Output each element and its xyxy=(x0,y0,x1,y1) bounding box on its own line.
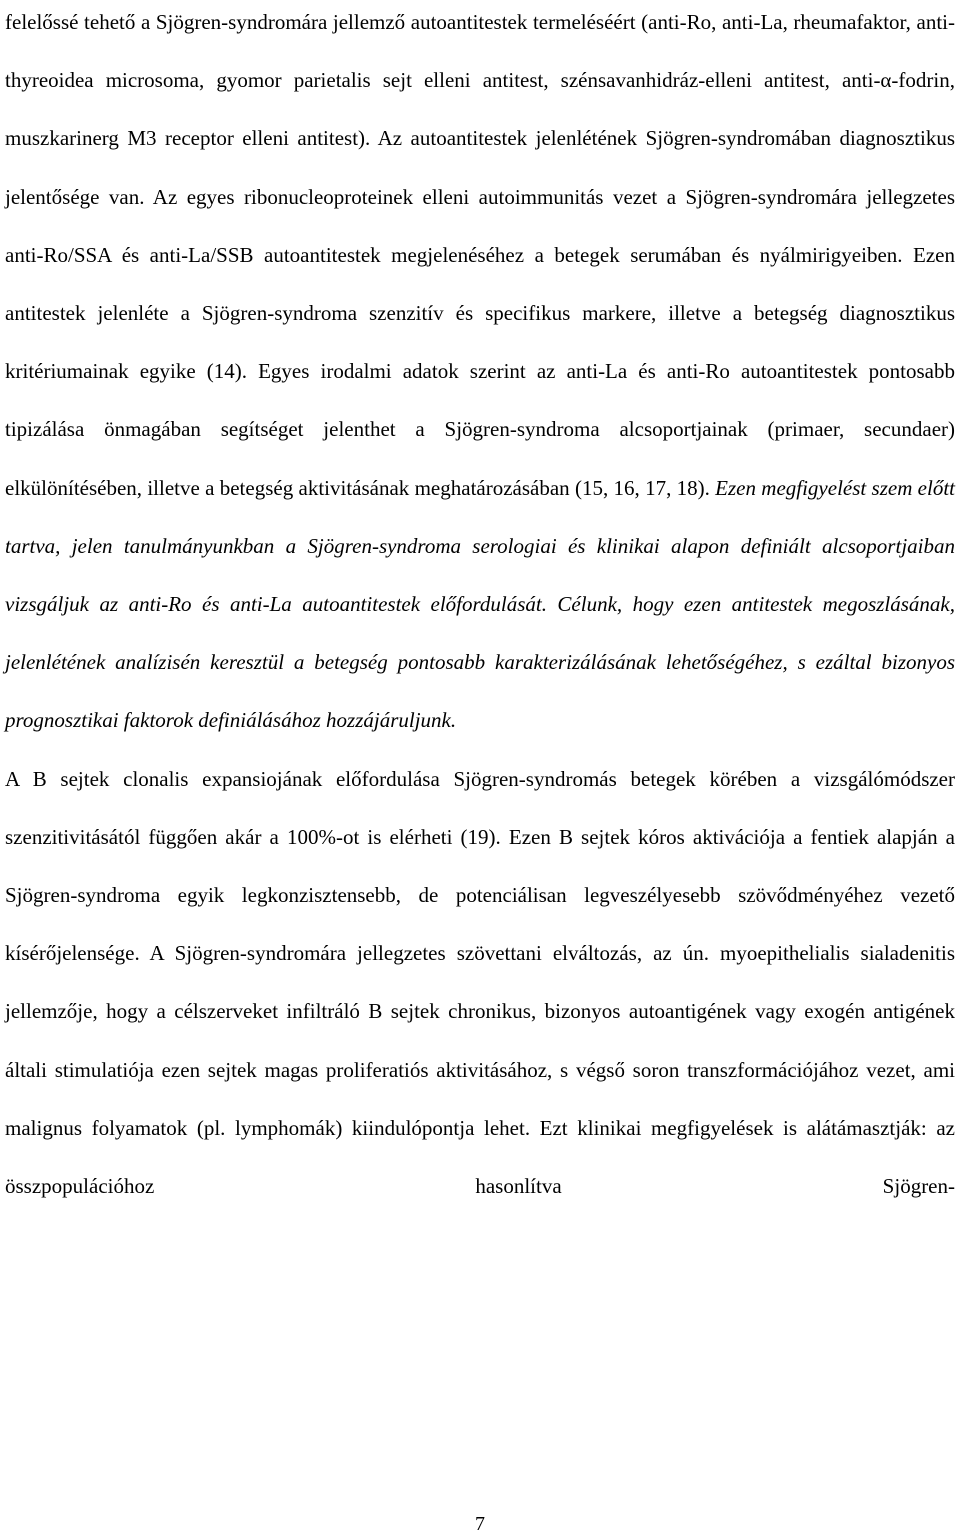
page-number: 7 xyxy=(475,1513,485,1535)
paragraph-1 xyxy=(5,0,955,750)
body-text xyxy=(5,0,955,1215)
paragraph-2: A B sejtek clonalis expansiojának előfordulása Sjögren-syndromás betegek körében a vizsgálómódszer szenzitivitásától függően akár a 100%-ot is elérheti (19). Ezen B sejtek kóros aktivációja a fentiek alapján a Sjögren-syndroma egyik legkonzisztensebb, de potenciálisan legveszélyesebb szövődményéhez vezető kísérőjelensége. A Sjögren-syndromára jellegzetes szövettani elváltozás, az ún. myoepithelialis sialadenitis jellemzője, hogy a célszerveket infiltráló B sejtek chronikus, bizonyos autoantigének vagy exogén antigének általi stimulatiója ezen sejtek magas proliferatiós aktivitásához, s végső soron transzformációjához vezet, ami malignus folyamatok (pl. lymphomák) kiindulópontja lehet. Ezt klinikai megfigyelések is alátámasztják: az összpopulációhoz hasonlítva Sjögren- xyxy=(5,766,955,1199)
paragraph-1-regular: felelőssé tehető a Sjögren-syndromára jellemző autoantitestek termeléséért (anti-Ro, anti-La, rheumafaktor, anti-thyreoidea microsoma, gyomor parietalis sejt elleni antitest, szénsavanhidráz-elleni antitest, anti-α-fodrin, muszkarinerg M3 receptor elleni antitest). Az autoantitestek jelenlétének Sjögren-syndromában diagnosztikus jelentősége van. Az egyes ribonucleoproteinek elleni autoimmunitás vezet a Sjögren-syndromára jellegzetes anti-Ro/SSA és anti-La/SSB autoantitestek megjelenéséhez a betegek serumában és nyálmirigyeiben. Ezen antitestek jelenléte a Sjögren-syndroma szenzitív és specifikus markere, illetve a betegség diagnosztikus kritériumainak egyike (14). Egyes irodalmi adatok szerint az anti-La és anti-Ro autoantitestek pontosabb tipizálása önmagában segítséget jelenthet a Sjögren-syndroma alcsoportjainak (primaer, secundaer) elkülönítésében, illetve a betegség aktivitásának meghatározásában (15, 16, 17, 18). xyxy=(5,10,955,500)
paragraph-1-italic: Ezen megfigyelést szem előtt tartva, jelen tanulmányunkban a Sjögren-syndroma serologiai és klinikai alapon definiált alcsoportjaiban vizsgáljuk az anti-Ro és anti-La autoantitestek előfordulását. Célunk, hogy ezen antitestek megoszlásának, jelenlétének analízisén keresztül a betegség pontosabb karakterizálásának lehetőségéhez, s ezáltal bizonyos prognosztikai faktorok definiálásához hozzájáruljunk. xyxy=(5,475,955,733)
